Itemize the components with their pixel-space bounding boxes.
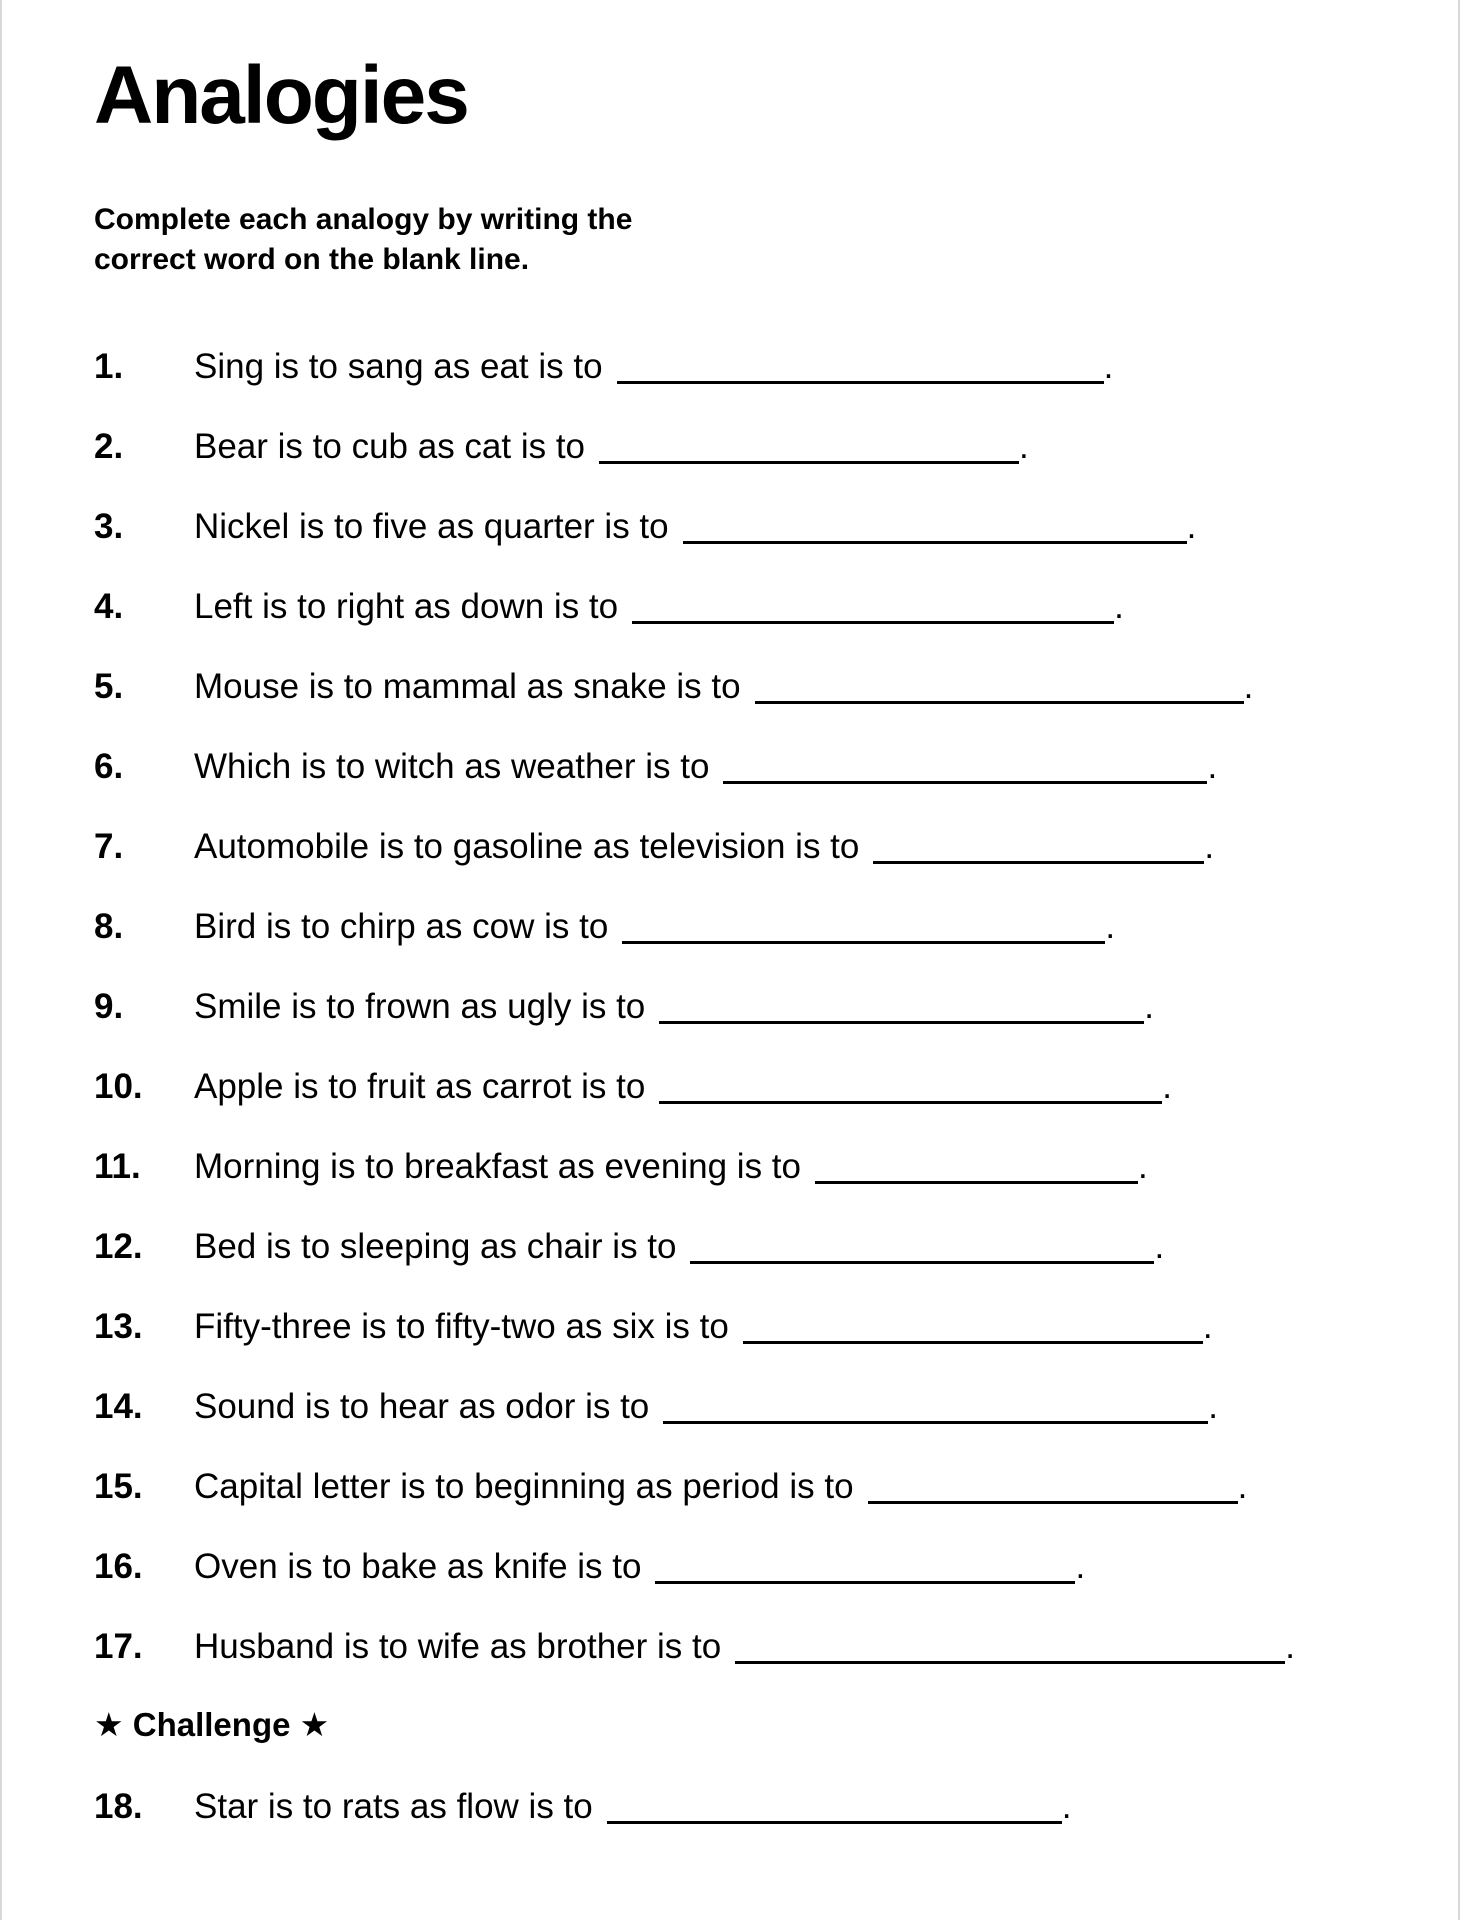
- question-period: .: [1285, 1626, 1295, 1666]
- question-row: [94, 1145, 1398, 1189]
- question-period: .: [1103, 346, 1114, 386]
- answer-blank[interactable]: [683, 539, 1187, 544]
- question-number: 11.: [94, 1146, 141, 1186]
- question-text: Which is to witch as weather is to: [194, 746, 710, 786]
- answer-blank[interactable]: [622, 939, 1105, 944]
- question-text: Apple is to fruit as carrot is to: [194, 1066, 646, 1106]
- question-number: 18.: [94, 1786, 143, 1826]
- question-number: 4.: [94, 586, 124, 626]
- question-text: Nickel is to five as quarter is to: [194, 506, 669, 546]
- question-text: Bear is to cub as cat is to: [194, 426, 586, 466]
- question-row: [94, 1225, 1398, 1269]
- answer-blank[interactable]: [659, 1099, 1162, 1104]
- question-period: .: [1204, 826, 1215, 866]
- question-text: Left is to right as down is to: [194, 586, 619, 626]
- instructions: [94, 200, 734, 281]
- question-row: [94, 1785, 1398, 1829]
- question-text: Star is to rats as flow is to: [194, 1786, 593, 1826]
- question-number: 17.: [94, 1626, 143, 1666]
- question-row: [94, 425, 1398, 469]
- question-text: Automobile is to gasoline as television is to: [194, 826, 860, 866]
- question-row: [94, 1465, 1398, 1509]
- answer-blank[interactable]: [632, 619, 1114, 624]
- question-period: .: [1075, 1546, 1086, 1586]
- question-period: .: [1114, 586, 1124, 626]
- answer-blank[interactable]: [755, 699, 1244, 704]
- question-period: .: [1144, 986, 1155, 1026]
- question-row: [94, 1305, 1398, 1349]
- question-period: .: [1154, 1226, 1165, 1266]
- instructions-line-1: Complete each analogy by writing the: [94, 202, 633, 236]
- question-number: 5.: [94, 666, 124, 706]
- answer-blank[interactable]: [617, 379, 1104, 384]
- question-text: Bird is to chirp as cow is to: [194, 906, 609, 946]
- question-number: 7.: [94, 826, 124, 866]
- answer-blank[interactable]: [735, 1659, 1285, 1664]
- question-row: [94, 905, 1398, 949]
- question-period: .: [1243, 666, 1254, 706]
- challenge-question-list: [94, 1785, 1398, 1829]
- question-number: 1.: [94, 346, 124, 386]
- answer-blank[interactable]: [723, 779, 1207, 784]
- question-number: 2.: [94, 426, 124, 466]
- question-row: [94, 825, 1398, 869]
- question-row: [94, 345, 1398, 389]
- question-list: [94, 345, 1398, 1669]
- question-number: 15.: [94, 1466, 143, 1506]
- instructions-line-2: correct word on the blank line.: [94, 243, 530, 277]
- answer-blank[interactable]: [659, 1019, 1144, 1024]
- question-text: Oven is to bake as knife is to: [194, 1546, 642, 1586]
- question-period: .: [1162, 1066, 1173, 1106]
- question-text: Smile is to frown as ugly is to: [194, 986, 646, 1026]
- answer-blank[interactable]: [607, 1819, 1062, 1824]
- answer-blank[interactable]: [873, 859, 1204, 864]
- question-period: .: [1105, 906, 1116, 946]
- question-number: 6.: [94, 746, 124, 786]
- question-number: 14.: [94, 1386, 143, 1426]
- page-title: Analogies: [94, 50, 468, 141]
- question-text: Bed is to sleeping as chair is to: [194, 1226, 677, 1266]
- answer-blank[interactable]: [743, 1339, 1203, 1344]
- question-number: 9.: [94, 986, 124, 1026]
- question-text: Morning is to breakfast as evening is to: [194, 1146, 801, 1186]
- question-number: 3.: [94, 506, 124, 546]
- question-text: Sing is to sang as eat is to: [194, 346, 603, 386]
- answer-blank[interactable]: [815, 1179, 1138, 1184]
- question-text: Husband is to wife as brother is to: [194, 1626, 722, 1666]
- question-period: .: [1186, 506, 1197, 546]
- answer-blank[interactable]: [690, 1259, 1154, 1264]
- answer-blank[interactable]: [868, 1499, 1238, 1504]
- question-period: .: [1207, 746, 1218, 786]
- challenge-label: ★ Challenge ★: [94, 1705, 330, 1743]
- question-row: [94, 505, 1398, 549]
- question-period: .: [1137, 1146, 1148, 1186]
- question-row: [94, 745, 1398, 789]
- question-period: .: [1208, 1386, 1219, 1426]
- answer-blank[interactable]: [663, 1419, 1208, 1424]
- challenge-heading: [94, 1705, 1398, 1749]
- question-row: [94, 985, 1398, 1029]
- question-number: 16.: [94, 1546, 143, 1586]
- question-row: [94, 665, 1398, 709]
- question-row: [94, 585, 1398, 629]
- question-period: .: [1061, 1786, 1072, 1826]
- question-row: [94, 1385, 1398, 1429]
- answer-blank[interactable]: [655, 1579, 1075, 1584]
- question-text: Sound is to hear as odor is to: [194, 1386, 650, 1426]
- question-number: 8.: [94, 906, 124, 946]
- question-period: .: [1237, 1466, 1248, 1506]
- question-number: 10.: [94, 1066, 143, 1106]
- question-number: 13.: [94, 1306, 143, 1346]
- question-row: [94, 1545, 1398, 1589]
- question-text: Mouse is to mammal as snake is to: [194, 666, 741, 706]
- question-row: [94, 1065, 1398, 1109]
- question-period: .: [1019, 426, 1029, 466]
- question-row: [94, 1625, 1398, 1669]
- question-text: Capital letter is to beginning as period is to: [194, 1466, 854, 1506]
- question-number: 12.: [94, 1226, 143, 1266]
- question-period: .: [1202, 1306, 1213, 1346]
- answer-blank[interactable]: [599, 459, 1019, 464]
- question-text: Fifty-three is to fifty-two as six is to: [194, 1306, 729, 1346]
